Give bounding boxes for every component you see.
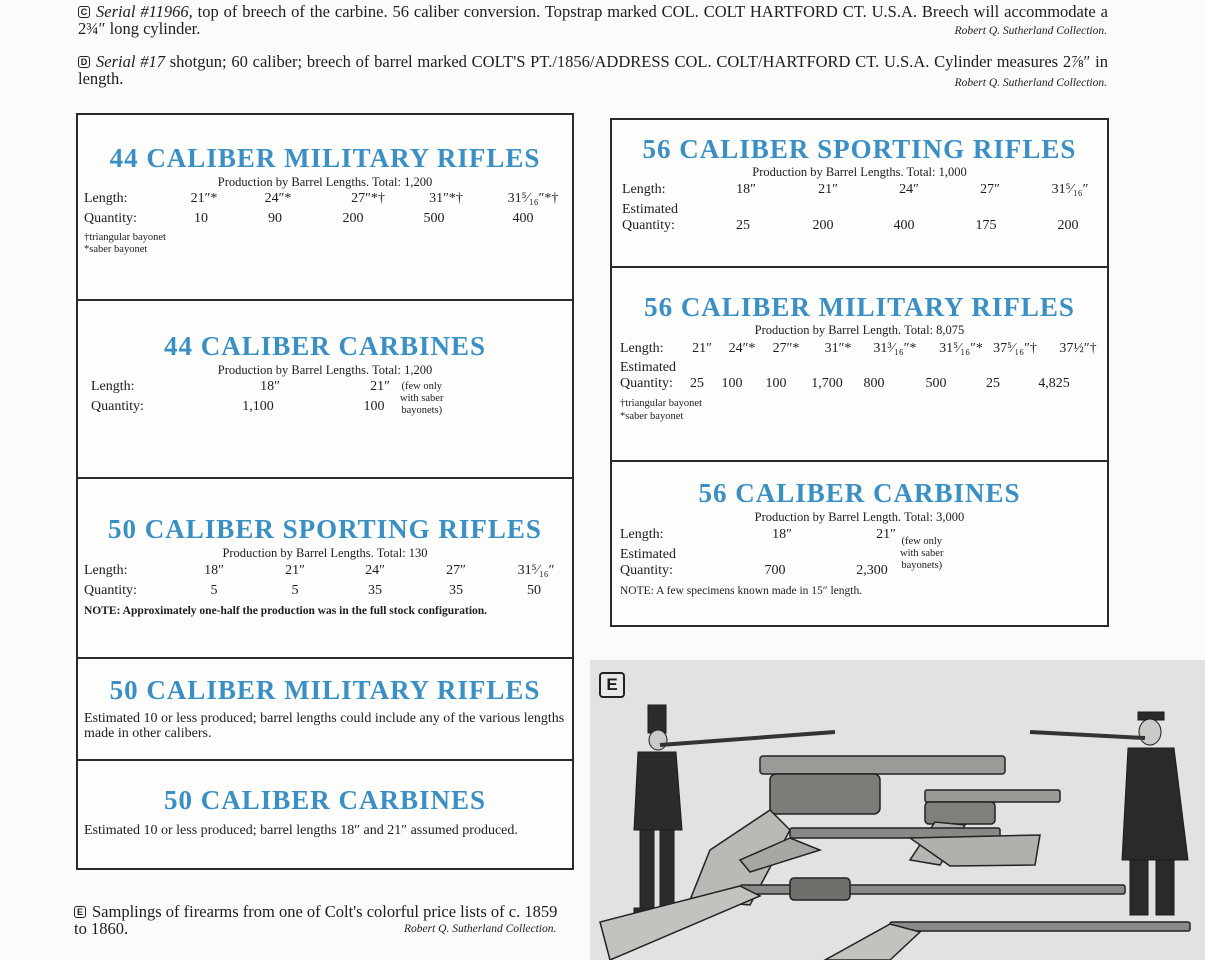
quantity-value: 25 bbox=[736, 218, 750, 233]
section-note: NOTE: Approximately one-half the production was in the full stock configuration. bbox=[84, 605, 488, 617]
footnote: †triangular bayonet bbox=[620, 398, 702, 409]
length-label: Length: bbox=[84, 191, 128, 206]
estimated-label: Estimated bbox=[620, 360, 676, 375]
quantity-value: 500 bbox=[925, 376, 947, 391]
quantity-value: 50 bbox=[527, 583, 541, 598]
section-title: 44 CALIBER MILITARY RIFLES bbox=[109, 143, 541, 173]
section-title: 56 CALIBER MILITARY RIFLES bbox=[644, 292, 1075, 322]
quantity-value: 5 bbox=[210, 583, 218, 598]
length-label: Length: bbox=[620, 341, 664, 356]
quantity-value: 35 bbox=[368, 583, 382, 598]
estimated-label: Estimated bbox=[620, 547, 676, 562]
length-value: 31⁵⁄₁₆″ bbox=[517, 563, 555, 578]
length-value: 21″ bbox=[818, 182, 838, 197]
caption-c-credit: Robert Q. Sutherland Collection. bbox=[954, 25, 1107, 37]
section-56-sporting-rifles bbox=[612, 120, 1107, 266]
quantity-value: 4,825 bbox=[1038, 376, 1070, 391]
length-value: 27″*† bbox=[351, 191, 385, 206]
length-value: 24″ bbox=[899, 182, 919, 197]
quantity-label: Quantity: bbox=[622, 218, 675, 233]
figure-letter-badge: E bbox=[599, 672, 625, 698]
length-value: 27″* bbox=[772, 341, 800, 356]
section-50-military-rifles bbox=[78, 657, 572, 761]
aside-line: (few only bbox=[901, 536, 942, 547]
length-value: 18″ bbox=[204, 563, 224, 578]
section-subtitle: Production by Barrel Lengths. Total: 1,200 bbox=[217, 175, 433, 189]
section-text: Estimated 10 or less produced; barrel lengths 18″ and 21″ assumed produced. bbox=[84, 823, 518, 838]
quantity-value: 175 bbox=[975, 218, 997, 233]
caption-letter-c: C bbox=[78, 6, 90, 18]
quantity-value: 200 bbox=[812, 218, 834, 233]
caption-letter-d: D bbox=[78, 56, 90, 68]
section-title: 50 CALIBER MILITARY RIFLES bbox=[109, 675, 541, 705]
quantity-value: 2,300 bbox=[856, 563, 888, 578]
aside-line: bayonets) bbox=[401, 405, 443, 416]
section-title: 56 CALIBER CARBINES bbox=[698, 478, 1021, 508]
quantity-value: 200 bbox=[342, 211, 364, 226]
quantity-value: 500 bbox=[423, 211, 445, 226]
saber-aside bbox=[900, 536, 943, 572]
section-subtitle: Production by Barrel Length. Total: 8,075 bbox=[754, 323, 965, 337]
caption-c-text: top of breech of the carbine. 56 caliber conversion. Topstrap marked COL. COLT HARTFORD CT. U.S.A. Breech will accommodate a 2¾″ long cylinder. bbox=[78, 2, 1108, 38]
caption-e-credit: Robert Q. Sutherland Collection. bbox=[404, 923, 557, 935]
length-value: 31⁵⁄₁₆″ bbox=[1051, 182, 1089, 197]
quantity-value: 1,100 bbox=[242, 399, 274, 414]
length-value: 31″*† bbox=[429, 191, 463, 206]
length-value: 31″* bbox=[824, 341, 852, 356]
quantity-value: 100 bbox=[721, 376, 743, 391]
civilian-coat bbox=[1122, 748, 1188, 860]
estimated-label: Estimated bbox=[622, 202, 678, 217]
quantity-value: 400 bbox=[893, 218, 915, 233]
firearms-engraving bbox=[590, 660, 1205, 960]
section-subtitle: Production by Barrel Length. Total: 3,000 bbox=[754, 510, 965, 524]
section-44-military-rifles bbox=[78, 115, 572, 299]
saber-aside bbox=[400, 381, 443, 417]
soldier-coat bbox=[634, 752, 682, 830]
length-value: 37½″† bbox=[1059, 341, 1097, 356]
quantity-value: 25 bbox=[690, 376, 704, 391]
section-title: 56 CALIBER SPORTING RIFLES bbox=[642, 134, 1077, 164]
firearms-illustration bbox=[590, 660, 1205, 960]
quantity-value: 25 bbox=[986, 376, 1000, 391]
quantity-label: Quantity: bbox=[91, 399, 144, 414]
length-value: 21″* bbox=[190, 191, 218, 206]
quantity-label: Quantity: bbox=[620, 563, 673, 578]
length-value: 24″* bbox=[264, 191, 292, 206]
quantity-value: 100 bbox=[363, 399, 385, 414]
caption-d bbox=[78, 53, 1108, 87]
quantity-value: 90 bbox=[268, 211, 282, 226]
footnote: *saber bayonet bbox=[84, 244, 148, 255]
section-56-military-rifles bbox=[612, 266, 1107, 462]
caption-c-serial: Serial #11966, bbox=[96, 2, 193, 21]
quantity-value: 100 bbox=[765, 376, 787, 391]
quantity-value: 10 bbox=[194, 211, 208, 226]
section-subtitle: Production by Barrel Lengths. Total: 1,000 bbox=[752, 165, 967, 179]
soldier-shako bbox=[648, 705, 666, 733]
section-subtitle: Production by Barrel Lengths. Total: 130 bbox=[222, 546, 428, 560]
section-44-carbines bbox=[78, 299, 572, 479]
length-label: Length: bbox=[622, 182, 666, 197]
length-value: 18″ bbox=[772, 527, 792, 542]
section-50-carbines bbox=[78, 759, 572, 870]
aside-line: with saber bbox=[900, 548, 944, 559]
soldier-rifle bbox=[660, 732, 835, 745]
section-title: 50 CALIBER SPORTING RIFLES bbox=[108, 514, 542, 544]
caption-letter-e: E bbox=[74, 906, 86, 918]
section-title: 44 CALIBER CARBINES bbox=[163, 331, 487, 361]
section-56-carbines bbox=[612, 460, 1107, 627]
length-label: Length: bbox=[91, 379, 135, 394]
aside-line: with saber bbox=[400, 393, 444, 404]
length-value: 31⁵⁄₁₆″*† bbox=[507, 191, 559, 206]
section-note: NOTE: A few specimens known made in 15″ length. bbox=[620, 585, 863, 597]
right-production-table bbox=[610, 118, 1109, 627]
caption-d-text: shotgun; 60 caliber; breech of barrel marked COLT'S PT./1856/ADDRESS COL. COLT/HARTFORD CT. U.S.A. Cylinder measures 2⅞″ in length. bbox=[78, 52, 1108, 88]
length-value: 21″ bbox=[285, 563, 305, 578]
section-text: Estimated 10 or less produced; barrel lengths could include any of the various lengths made in other calibers. bbox=[84, 711, 565, 741]
quantity-value: 35 bbox=[449, 583, 463, 598]
footnote: †triangular bayonet bbox=[84, 232, 166, 243]
quantity-value: 800 bbox=[863, 376, 885, 391]
length-value: 27″ bbox=[980, 182, 1000, 197]
length-value: 21″ bbox=[876, 527, 896, 542]
length-value: 31³⁄₁₆″* bbox=[873, 341, 917, 356]
quantity-value: 200 bbox=[1057, 218, 1079, 233]
caption-c bbox=[78, 3, 1108, 37]
quantity-label: Quantity: bbox=[84, 583, 137, 598]
caption-d-serial: Serial #17 bbox=[96, 52, 165, 71]
quantity-value: 700 bbox=[764, 563, 786, 578]
section-title: 50 CALIBER CARBINES bbox=[163, 785, 487, 815]
length-value: 37⁵⁄₁₆″† bbox=[993, 341, 1037, 356]
quantity-value: 400 bbox=[512, 211, 534, 226]
section-50-sporting-rifles bbox=[78, 477, 572, 659]
quantity-value: 1,700 bbox=[811, 376, 843, 391]
length-value: 24″ bbox=[365, 563, 385, 578]
aside-line: (few only bbox=[401, 381, 442, 392]
left-production-table bbox=[76, 113, 574, 870]
section-subtitle: Production by Barrel Lengths. Total: 1,200 bbox=[217, 363, 433, 377]
length-value: 21″ bbox=[370, 379, 390, 394]
length-value: 31⁵⁄₁₆″* bbox=[939, 341, 983, 356]
footnote: *saber bayonet bbox=[620, 411, 684, 422]
length-value: 27″ bbox=[446, 563, 466, 578]
aside-line: bayonets) bbox=[901, 560, 943, 571]
length-value: 24″* bbox=[728, 341, 756, 356]
length-value: 18″ bbox=[736, 182, 756, 197]
quantity-label: Quantity: bbox=[620, 376, 673, 391]
caption-e-text: Samplings of firearms from one of Colt's colorful price lists of c. 1859 to 1860. bbox=[74, 902, 558, 938]
length-label: Length: bbox=[84, 563, 128, 578]
length-label: Length: bbox=[620, 527, 664, 542]
caption-d-credit: Robert Q. Sutherland Collection. bbox=[954, 77, 1107, 89]
civilian-rifle bbox=[1030, 732, 1145, 738]
length-value: 21″ bbox=[692, 341, 712, 356]
quantity-label: Quantity: bbox=[84, 211, 137, 226]
quantity-value: 5 bbox=[291, 583, 299, 598]
length-value: 18″ bbox=[260, 379, 280, 394]
